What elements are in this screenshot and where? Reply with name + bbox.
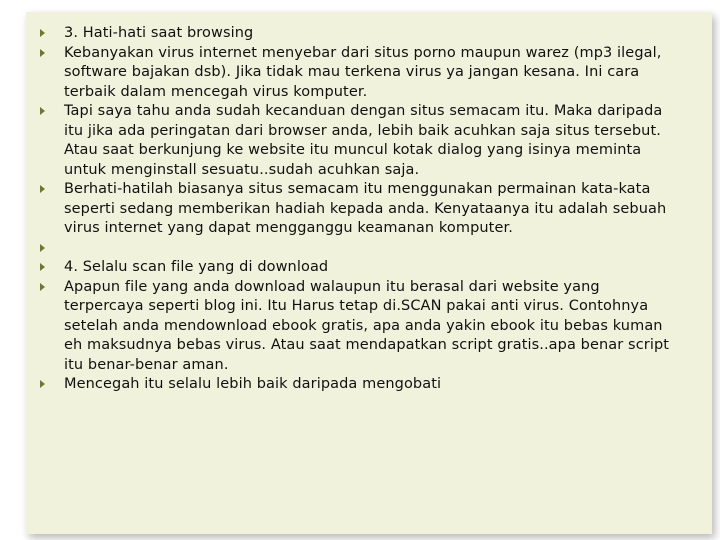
bullet-text: Apapun file yang anda download walaupun itu berasal dari website yang terpercaya seperti blog ini. Itu Harus tetap di.SCAN pakai anti virus. Contohnya setelah anda mendownload ebook gratis, apa anda yakin ebook itu bebas kuman eh maksudnya bebas virus. Atau saat mendapatkan script gratis..apa benar script itu benar-benar aman. (64, 278, 670, 373)
triangle-bullet-icon (40, 244, 45, 252)
triangle-bullet-icon (40, 29, 45, 37)
bullet-text: Kebanyakan virus internet menyebar dari situs porno maupun warez (mp3 ilegal, software bajakan dsb). Jika tidak mau terkena virus ya jangan kesana. Ini cara terbaik dalam mencegah virus komputer. (64, 44, 662, 100)
bullet-item (38, 24, 678, 44)
bullet-item-empty (38, 239, 678, 259)
triangle-bullet-icon (40, 49, 45, 57)
bullet-item (38, 180, 678, 239)
bullet-text: Berhati-hatilah biasanya situs semacam itu menggunakan permainan kata-kata seperti sedang memberikan hadiah kepada anda. Kenyataanya itu adalah sebuah virus internet yang dapat mengganggu keamanan komputer. (64, 181, 667, 236)
bullet-text: Mencegah itu selalu lebih baik daripada mengobati (64, 376, 442, 392)
bullet-item (38, 375, 678, 395)
bullet-item (38, 258, 678, 278)
triangle-bullet-icon (40, 283, 45, 291)
bullet-text: 4. Selalu scan file yang di download (64, 259, 329, 275)
bullet-item (38, 278, 678, 376)
triangle-bullet-icon (40, 380, 45, 388)
bullet-list (38, 24, 678, 395)
triangle-bullet-icon (40, 107, 45, 115)
bullet-text: 3. Hati-hati saat browsing (64, 25, 254, 41)
bullet-item (38, 44, 678, 103)
triangle-bullet-icon (40, 263, 45, 271)
triangle-bullet-icon (40, 185, 45, 193)
bullet-item (38, 102, 678, 180)
bullet-text: Tapi saya tahu anda sudah kecanduan dengan situs semacam itu. Maka daripada itu jika ada peringatan dari browser anda, lebih baik acuhkan saja situs tersebut. Atau saat berkunjung ke website itu muncul kotak dialog yang isinya meminta untuk menginstall sesuatu..sudah acuhkan saja. (64, 103, 663, 178)
